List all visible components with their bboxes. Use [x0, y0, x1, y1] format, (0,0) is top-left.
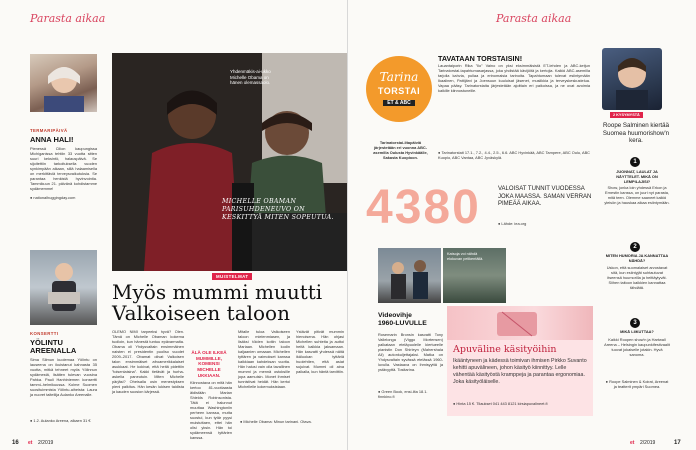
apu-link[interactable]: ● Hinta 15 €. Tilaukset 041 443 8121 kirsiapuvalineet.fi	[453, 401, 548, 406]
video-photo	[378, 248, 441, 303]
torstai-body: Lauantaiporin Rika ”Ilo” Vaino on yksi eksimmäisistä ET-lehden ja ABC-ketjun Tarinatorstai-tapahtumasarjassa, joka yhdistää kävijöitä ja kertojia. Kaikki ABC-asemilla tarjolla kahvia, pullaa ja erinomaisia tarinoita. Tapahtumaan tulevat esiintymään Ikaalinen, Pattijärvi ja Joensuun kuuluisat jäsenet, musiikkia ja terveyskeskustelua. Vapaa pääsy. Tarinatorstaita järjestetään ajoittain eri paikoissa, ja ne ovat avoimia kaikille kiinnostuneille.	[438, 63, 590, 93]
obama-big-caption: MICHELLE OBAMAN PARISUHDENEUVO ON KESKITTYÄ MITEN SOPEUTUA.	[222, 198, 334, 221]
q1-body: Show, jonka loin yhdessä Erkon ja Ernestin kanssa, on juuri nyt parasta, mitä teen. Olemme saaneet kaikki yleisön ja hauskaa aikaa esiintymään.	[604, 185, 670, 205]
anna-photo-art	[30, 54, 97, 112]
memoir-kicker: MUISTELMAT	[212, 273, 252, 280]
badge-caption: Tarinatorstai-iltapäiviä järjestetään eri vuonna ABC-asemilla Oulusta Hyvinkäälle, Sakasta Kuopioon.	[373, 140, 428, 160]
anna-title: ANNA HALI!	[30, 135, 74, 144]
number-link[interactable]: ● Lähde: iea.org	[498, 221, 527, 226]
torstai-title: TAVATAAN TORSTAISIN!	[438, 54, 523, 63]
article-col-3: Mitalle tuloa Valkoiseen taloon mielenmiasen, ja lisäksi töiden kotiin taloon Mariaan. Michellen kodin kaljaanien omaaan. Michellen tyttären ja vaimokset kanssa kaikkiaan kahdeksan vuotta. Hän halusi vain olla tavallinen mummi ja mennä ostoksille jopa aamuisin. Monet ihmiset tunnistivat heidät. Hän kertoi Michellelle kokemuksistaan.	[238, 329, 290, 389]
right-page	[348, 0, 696, 450]
anna-kicker: TERMARIPÄIVÄ	[30, 128, 68, 133]
folio-issue-right: 2/2019	[640, 440, 656, 446]
anna-photo	[30, 54, 97, 112]
pull-quote: ÄLÄ OLE ILKEÄ MUMMILLE, KOMENSI MICHELLE UKKIAAN.	[191, 350, 227, 378]
apu-body: Ikääntyneen ja kädessä toimivan ihmisen Pirkko Suvanto kehitti apuvälineen, johon käsityö kiinnittyy. Lelle vähentää käsityöstä kramppeja ja parantaa ergonomiaa. Joka käsityöläiselle.	[453, 358, 587, 385]
yolintu-body: Sima Silmun kuolemaa Yölintu on lauseena on ikuistanut kahnasta 35 vuotta, mitkä tehneet myös Yölinnun sydämestä, lisätien tulevan vuosina Pahka. Pauli Hanhiniemen konsertti tammi–helmikuussa. Kolme Suomen suosituimmista Yölintu-aiheista: Laura ja nuoret taiteilija Aulanko Areenalle.	[30, 357, 97, 397]
tarina-badge	[366, 56, 432, 122]
section-label: Parasta aikaa	[30, 12, 106, 25]
article-title-2: Valkoiseen taloon	[112, 301, 290, 325]
yolintu-photo-art	[30, 250, 97, 325]
q1-title: JUONNAT, LAULAT JA NÄYTTELET. MIKÄ ON LEMPILAJISI?	[616, 169, 658, 184]
torstai-dates: ● Tarinatorstait 17.1., 7.2., 4.4., 2.5., 6.6. ABC Hyvinkää, ABC Tampere, ABC Oulu, ABC Kuopio, ABC Vantaa, ABC Jyväskylä.	[438, 150, 590, 160]
q2-body: Uskon, että suomalaiset arvostavat sitä, kun esiintyjät suhtautuvat itseensä huumorilla ja heittäytyvät. Siihen taitoon kaikkien kannattaa tähdätä.	[606, 265, 668, 290]
q3-title: MIKÄ LIIKUTTAA?	[620, 329, 654, 334]
anna-body: Pienessä Cilion kaupungissa Michiganissa tehtiin 33 vuotta sitten suuri keksintö, halauspäivä. Se sijoitettiin tarkoituksella vuoden synkimpään aikaan, sillä halaamisella on merkittäviä terveysvaikutuksia. Se parantaa henkistä hyvinvointia. Tammikuun 21. päivänä kohdistamme sydämemme!	[30, 146, 97, 191]
page-number-left: 16	[12, 440, 19, 446]
big-number: 4380	[366, 181, 481, 234]
apu-photo-art	[447, 306, 593, 340]
article-col-1: OLEMO NIMI tarpeeksi hyvä? Olen. Tämä on Michelle Obaman kokema tuolloin, kun hänestä tuntuu epävarmalta. Obama oli Yhdysvaltain ensimmäinen naisten ei presidentin puoliso vuodet 2009–2017. Obamat olivat Valkoisen talon ensimmäiset afroamerikkalaiset asukkaat. He kokivat, että heitä pidettiin ”toisenlaisina”. Kakki tietävät ja hurha-askelia paneutuin. Miten Michelle pärjäsi? Oheisalla osin menestyksen pieni palkitus. Hän kesän lukisen taidista ja kauden suosion kärjessä.	[112, 329, 184, 394]
profile-photo-art	[602, 48, 662, 110]
section-label: Parasta aikaa	[496, 12, 572, 25]
apu-photo	[447, 306, 593, 340]
q3-number: 3	[630, 318, 640, 328]
apu-box	[447, 306, 593, 416]
q2-title: MITEN HUMORIA JA KANNATTAA NÄHDÄ?	[605, 253, 669, 263]
q-foot: ● Roope Salminen & Koirat, Areenat ja teatterit ympäri Suomea.	[605, 379, 669, 389]
gym-photo-caption: Katsoja voi nähdä elokuvan pelikentällä.	[447, 252, 484, 261]
article-col-4: Ystävät pitivät mummin hienoisena. Hän ohjasi Michellen suhteita ja auttoi heitä kaikkia jaksamaan. Hän kasvatti yhdessä näitä ikäluokan tyttäriä huolehtien, että asiat sujuivat. Mummi oli aina paikalla, kun häntä tarvittiin.	[296, 329, 345, 374]
anna-link[interactable]: ● nationalhuggingday.com	[30, 195, 76, 200]
yolintu-photo	[30, 250, 97, 325]
video-photo-art	[378, 248, 441, 303]
q3-body: Kaikki Roopen show'n ja Hartwall Areena – Helsingin kaupunkifestivaalit tuovat jokaiselle jotakin. Hyvä sanoma.	[604, 337, 670, 357]
obama-photo-caption: Yhdenmäkis-ai-ukko Michelle Obama on hänen olemassaolo.	[230, 69, 271, 85]
folio-brand-left: et	[28, 440, 33, 446]
profile-photo	[602, 48, 662, 110]
article-title-1: Myös mummi muutti	[112, 280, 323, 304]
number-text: VALOISAT TUNNIT VUODESSA JOKA MAASSA. SAMAN VERRAN PIMEÄÄ AIKAA.	[498, 186, 592, 207]
folio-brand-right: et	[630, 440, 635, 446]
yolintu-title-1: YÖLINTU	[30, 338, 63, 347]
profile-kicker: 2 KYSYMYSTÄ	[610, 112, 643, 118]
apu-title: Apuväline käsityöihin	[453, 344, 557, 355]
gym-photo	[443, 248, 506, 303]
video-title-2: 1960-LUVULLE	[378, 320, 427, 327]
article-foot: ● Michelle Obama: Minun tarinani. Otava.	[240, 419, 312, 424]
left-page	[0, 0, 347, 450]
obama-photo-art	[112, 53, 347, 271]
video-link[interactable]: ● Green Book, ensi-ilta 18.1. finnkino.fi	[378, 389, 428, 399]
badge-line-2: TORSTAI	[377, 86, 421, 96]
page-number-right: 17	[674, 440, 681, 446]
badge-line-1: Tarina	[379, 70, 419, 84]
video-title-1: Videovihje	[378, 312, 412, 319]
badge-line-3: ET & ABC	[383, 100, 415, 106]
q2-number: 2	[630, 242, 640, 252]
q1-number: 1	[630, 157, 640, 167]
yolintu-kicker: KONSERTTI	[30, 331, 59, 336]
obama-photo	[112, 53, 347, 271]
profile-name: Roope Salminen kiertää Suomea huumorishow'n kera.	[602, 122, 670, 144]
folio-issue-left: 2/2019	[38, 440, 54, 446]
yolintu-link[interactable]: ● 1.2. Aulanko Areena, alkaen 31 €	[30, 418, 91, 423]
yolintu-title-2: AREENALLA	[30, 346, 77, 355]
article-col-2: Kiinnostava on mitä hän kertoo 81-vuotiaasta äidistään Marian Shields Robinsonista. Tätä ei halunnut muuttaa Washingtoniin perheen kanssa, mutta suostui, kun tytär pyysi muistuttaen, ettei hän olisi yksin. Hän toi sydämeensä tyttärien kanssa.	[190, 380, 232, 440]
video-body: Rosemarin Bronsin kasvatti Tony Vallelonga (Viggo Mortensen) palkataan eteläpuolelle kiertueelle pianistin Don Shirleyn (Mahershala Ali) autonkuljettajaksi. Matka on Yhdysvaltain syvässä etelässä 1960-luvulla. Vastaava on ihmisyyttä ja ystävyyttä. Tositarina.	[378, 332, 443, 372]
